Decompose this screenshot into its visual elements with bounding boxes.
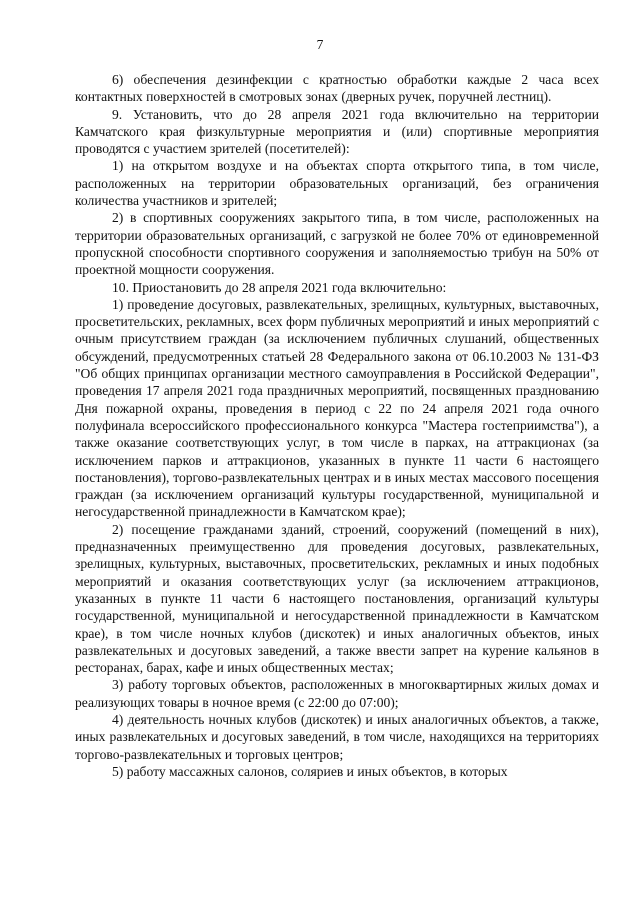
paragraph-item-10-5: 5) работу массажных салонов, соляриев и иных объектов, в которых: [112, 763, 508, 779]
paragraph-disinfection: 6) обеспечения дезинфекции с кратностью обработки каждые 2 часа всех контактных поверхностей в смотровых зонах (дверных ручек, поручней лестниц).: [75, 72, 599, 105]
paragraph-item-10-2: 2) посещение гражданами зданий, строений, сооружений (помещений в них), предназначенных преимущественно для проведения досуговых, развлекательных, зрелищных, культурных, выставочных, просветительских, рекламных и иных подобных мероприятий и оказания соответствующих услуг (за исключением аттракционов, указанных в пункте 11 части 6 настоящего постановления, организаций культуры государственной, муниципальной и негосударственной принадлежности в Камчатском крае), в том числе ночных клубов (дискотек) и иных аналогичных объектов, иных развлекательных и досуговых заведений, а также ввести запрет на курение кальянов в ресторанах, барах, кафе и иных общественных местах;: [75, 521, 599, 676]
paragraph-item-10-3: 3) работу торговых объектов, расположенных в многоквартирных жилых домах и реализующих товары в ночное время (с 22:00 до 07:00);: [75, 677, 599, 710]
paragraph-item-10-4: 4) деятельность ночных клубов (дискотек) и иных аналогичных объектов, а также, иных развлекательных и досуговых заведений, в том числе, находящихся на территориях торгово-развлекательных и торговых центров;: [75, 711, 599, 762]
paragraph-item-9: 9. Установить, что до 28 апреля 2021 года включительно на территории Камчатского края физкультурные мероприятия и (или) спортивные мероприятия проводятся с участием зрителей (посетителей):: [75, 106, 599, 157]
paragraph-item-10-1: 1) проведение досуговых, развлекательных, зрелищных, культурных, выставочных, просветительских, рекламных, всех форм публичных мероприятий и иных мероприятий с очным присутствием граждан (за исключением публичных слушаний, общественных обсуждений, предусмотренных статьей 28 Федерального закона от 06.10.2003 № 131-ФЗ "Об общих принципах организации местного самоуправления в Российской Федерации", проведения 17 апреля 2021 года праздничных мероприятий, посвященных празднованию Дня пожарной охраны, проведения в период с 22 по 24 апреля 2021 года очного полуфинала всероссийского профессионального конкурса "Мастера гостеприимства"), а также оказание соответствующих услуг, в том числе в парках, на аттракционах (за исключением парков и аттракционов, указанных в пункте 11 части 6 настоящего постановления), торгово-развлекательных центрах и в иных местах массового посещения граждан (за исключением организаций культуры государственной, муниципальной и негосударственной принадлежности в Камчатском крае);: [75, 296, 599, 520]
paragraph-item-10: 10. Приостановить до 28 апреля 2021 года включительно:: [112, 279, 447, 295]
paragraph-item-9-1: 1) на открытом воздухе и на объектах спорта открытого типа, в том числе, расположенных на территории образовательных организаций, без ограничения количества участников и зрителей;: [75, 158, 599, 209]
page-number: 7: [316, 37, 324, 52]
document-body: [75, 71, 599, 780]
paragraph-item-9-2: 2) в спортивных сооружениях закрытого типа, в том числе, расположенных на территории образовательных организаций, с загрузкой не более 70% от единовременной пропускной способности спортивного сооружения и заполняемостью трибун на 50% от проектной мощности сооружения.: [75, 210, 599, 278]
